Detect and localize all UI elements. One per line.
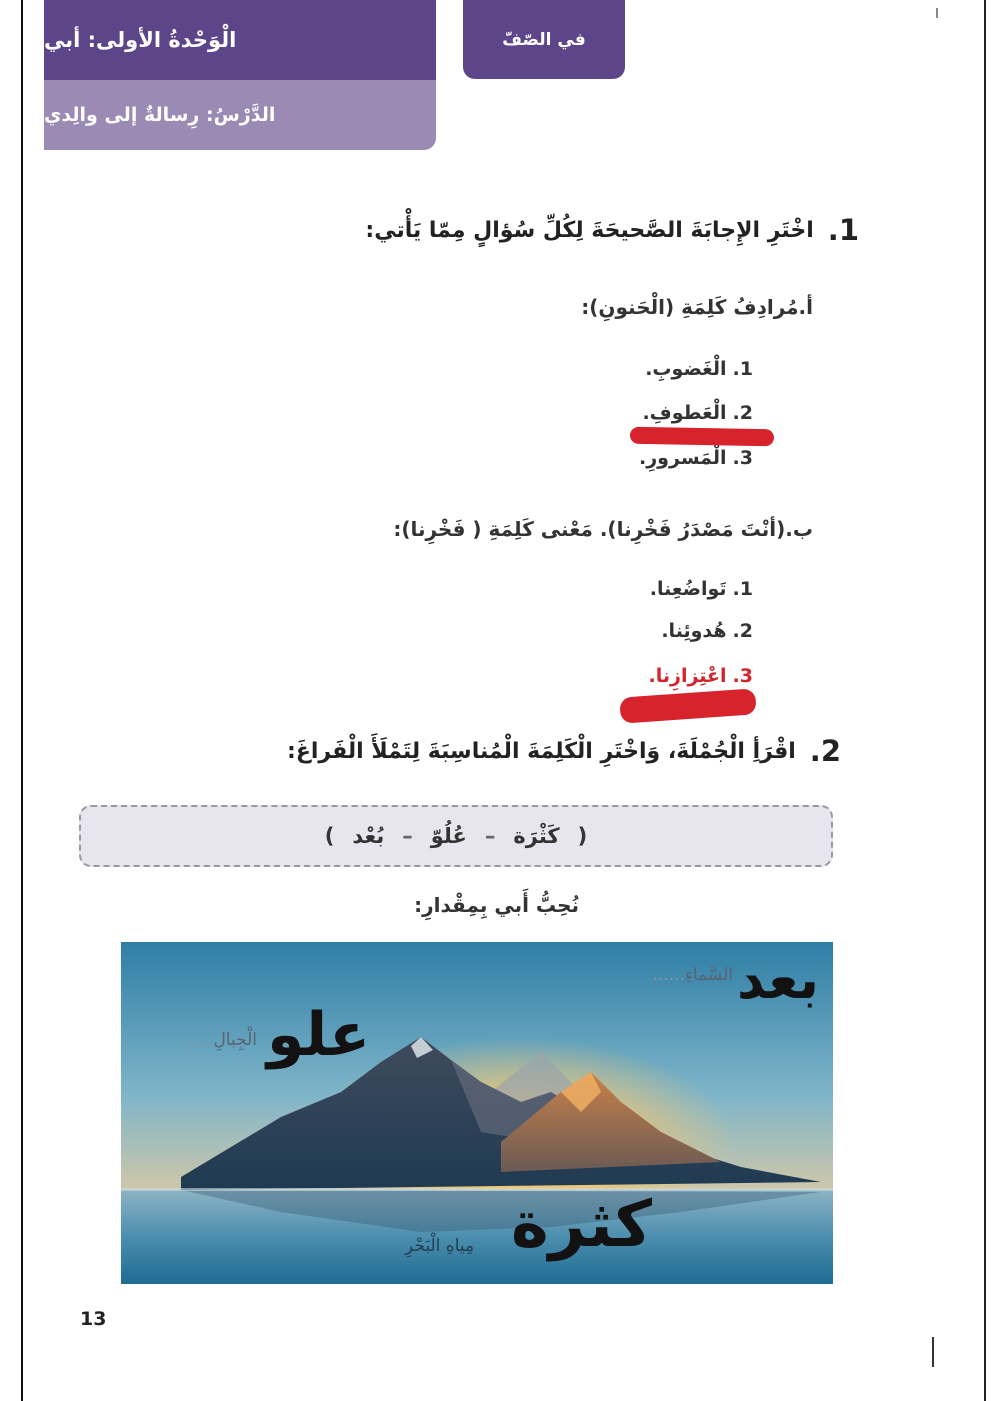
option-text: اعْتِزازِنا. [648, 665, 727, 687]
word-bank-separator: – [402, 824, 413, 848]
option-1b-2 [661, 620, 753, 642]
scan-mark [932, 1337, 934, 1367]
handwritten-answer-sky: بعد [737, 948, 819, 1011]
page-number: 13 [80, 1308, 107, 1330]
word-bank-word: بُعْد [352, 824, 385, 848]
mountains-label-text: الْجِبالِ [213, 1030, 257, 1050]
question-1-heading [365, 213, 859, 247]
option-text: هُدوئِنا. [661, 620, 727, 642]
option-number: 1. [732, 358, 753, 380]
option-1b-1 [650, 578, 753, 600]
question-text: اقْرَأِ الْجُمْلَةَ، وَاخْتَرِ الْكَلِمَةَ الْمُناسِبَةَ لِتَمْلَأَ الْفَراغَ: [287, 738, 796, 764]
option-1b-3 [649, 665, 753, 687]
blank-dots: ...... [181, 1030, 214, 1050]
handwritten-answer-sea: كثرة [511, 1188, 652, 1262]
word-bank [79, 805, 833, 867]
option-number: 2. [732, 620, 753, 642]
word-bank-word: عُلُوّ [430, 824, 467, 848]
scan-mark [936, 8, 938, 18]
option-number: 1. [732, 578, 753, 600]
word-bank-bracket: ) [324, 824, 335, 848]
answer-underline-mark [630, 427, 774, 447]
page-left-border [21, 0, 23, 1401]
sky-label [652, 965, 733, 985]
mountain-sea-illustration [121, 942, 833, 1284]
option-number: 3. [732, 665, 753, 687]
option-1a-1 [645, 358, 753, 380]
landscape-image [121, 942, 833, 1284]
option-text: الْغَضوبِ. [645, 358, 727, 380]
option-text: الْعَطوفِ. [642, 402, 727, 424]
lesson-title: الدَّرْسُ: رِسالةٌ إلى والِدي [44, 80, 436, 150]
unit-title: الْوَحْدةُ الأولى: أبي [44, 0, 436, 80]
option-1a-2 [642, 402, 753, 424]
option-1a-3 [639, 447, 753, 469]
sea-label [405, 1236, 474, 1256]
option-number: 2. [732, 402, 753, 424]
option-text: تَواضُعِنا. [649, 578, 727, 600]
word-bank-word: كَثْرَة [513, 824, 560, 848]
option-text: الْمَسرورِ. [639, 447, 727, 469]
option-number: 3. [732, 447, 753, 469]
sea-label-text: مِياهِ الْبَحْرِ [405, 1236, 475, 1256]
blank-dots: ...... [652, 965, 685, 985]
question-1a-label: أ.مُرادِفُ كَلِمَةِ (الْحَنونِ): [581, 295, 813, 319]
answer-underline-mark [619, 688, 756, 723]
word-bank-bracket: ( [577, 824, 588, 848]
question-number: 1. [827, 213, 859, 247]
fill-in-sentence: نُحِبُّ أَبي بِمِقْدارِ: [414, 893, 579, 917]
question-2-heading [287, 734, 841, 768]
class-tab: في الصّفّ [463, 0, 625, 79]
mountains-label [181, 1030, 257, 1050]
question-text: اخْتَرِ الإِجابَةَ الصَّحيحَةَ لِكُلِّ سُؤالٍ مِمّا يَأْتي: [365, 217, 814, 243]
question-1b-label: ب.(أنْتَ مَصْدَرُ فَخْرِنا). مَعْنى كَلِمَةِ ( فَخْرِنا): [393, 517, 813, 541]
sky-label-text: السَّماءِ [684, 965, 733, 985]
handwritten-answer-mountains: علو [267, 1000, 371, 1070]
word-bank-separator: – [484, 824, 496, 848]
unit-header [44, 0, 436, 150]
question-number: 2. [809, 734, 841, 768]
page-right-border [984, 0, 986, 1401]
